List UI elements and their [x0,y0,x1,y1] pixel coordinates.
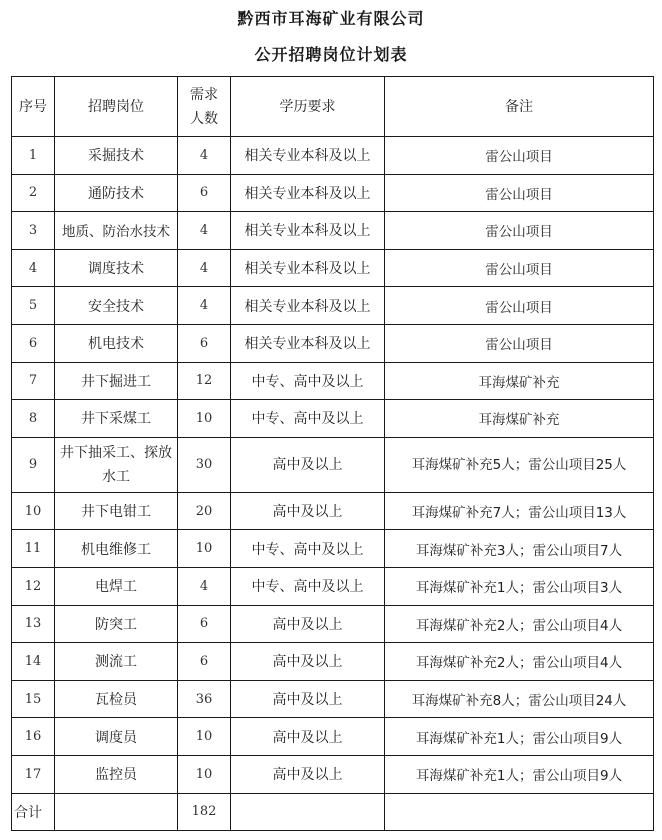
table-row [12,492,654,530]
cell-remarks: 耳海煤矿补充7人；雷公山项目13人 [385,492,654,530]
table-row [12,643,654,681]
cell-remarks: 雷公山项目 [385,324,654,362]
cell-remarks: 雷公山项目 [385,287,654,325]
cell-education: 中专、高中及以上 [231,362,385,400]
table-row [12,605,654,643]
cell-position: 机电技术 [55,324,178,362]
cell-count: 4 [178,137,231,175]
table-row [12,137,654,175]
cell-remarks: 耳海煤矿补充 [385,362,654,400]
total-count: 182 [178,793,231,831]
header-row [12,77,654,137]
cell-count: 30 [178,437,231,492]
cell-index: 5 [12,287,55,325]
header-remarks: 备注 [385,77,654,137]
cell-remarks: 耳海煤矿补充1人；雷公山项目9人 [385,755,654,793]
cell-position: 瓦检员 [55,680,178,718]
cell-remarks: 耳海煤矿补充 [385,400,654,438]
cell-position-line2: 水工 [102,468,130,485]
cell-position: 通防技术 [55,174,178,212]
cell-position: 监控员 [55,755,178,793]
cell-index: 8 [12,400,55,438]
header-count-line1: 需求 [190,86,218,103]
cell-remarks: 雷公山项目 [385,174,654,212]
cell-position: 采掘技术 [55,137,178,175]
table-row [12,755,654,793]
table-row [12,400,654,438]
total-row [12,793,654,831]
recruitment-plan-table [11,76,654,831]
cell-position: 井下采煤工 [55,400,178,438]
cell-count: 4 [178,249,231,287]
total-position [55,793,178,831]
cell-index: 4 [12,249,55,287]
cell-position: 机电维修工 [55,530,178,568]
cell-education: 高中及以上 [231,643,385,681]
cell-education: 相关专业本科及以上 [231,212,385,250]
cell-count: 6 [178,605,231,643]
table-row [12,287,654,325]
cell-count: 4 [178,567,231,605]
cell-position: 调度技术 [55,249,178,287]
cell-count: 6 [178,324,231,362]
table-row [12,324,654,362]
table-row [12,174,654,212]
cell-education: 高中及以上 [231,755,385,793]
company-title: 黔西市耳海矿业有限公司 [237,9,425,28]
cell-remarks: 耳海煤矿补充5人；雷公山项目25人 [385,437,654,492]
cell-education: 相关专业本科及以上 [231,137,385,175]
cell-index: 10 [12,492,55,530]
cell-education: 中专、高中及以上 [231,400,385,438]
cell-education: 相关专业本科及以上 [231,174,385,212]
table-row [12,530,654,568]
cell-position: 井下电钳工 [55,492,178,530]
cell-education: 高中及以上 [231,718,385,756]
cell-position [55,437,178,492]
cell-index: 14 [12,643,55,681]
cell-education: 相关专业本科及以上 [231,287,385,325]
total-remarks [385,793,654,831]
header-index: 序号 [12,77,55,137]
cell-education: 高中及以上 [231,437,385,492]
cell-remarks: 雷公山项目 [385,212,654,250]
table-title: 公开招聘岗位计划表 [254,45,408,64]
header-count [178,77,231,137]
table-row [12,212,654,250]
cell-education: 相关专业本科及以上 [231,249,385,287]
cell-index: 3 [12,212,55,250]
cell-education: 中专、高中及以上 [231,530,385,568]
table-row [12,718,654,756]
table-row [12,249,654,287]
total-education [231,793,385,831]
cell-remarks: 雷公山项目 [385,249,654,287]
header-education: 学历要求 [231,77,385,137]
cell-education: 高中及以上 [231,680,385,718]
cell-index: 1 [12,137,55,175]
cell-count: 10 [178,755,231,793]
cell-position: 井下掘进工 [55,362,178,400]
cell-remarks: 耳海煤矿补充2人；雷公山项目4人 [385,643,654,681]
table-row [12,567,654,605]
cell-index: 2 [12,174,55,212]
cell-remarks: 耳海煤矿补充2人；雷公山项目4人 [385,605,654,643]
cell-index: 15 [12,680,55,718]
cell-index: 17 [12,755,55,793]
cell-position-line1: 井下抽采工、探放 [60,444,172,461]
cell-count: 6 [178,643,231,681]
cell-index: 11 [12,530,55,568]
cell-index: 6 [12,324,55,362]
cell-education: 高中及以上 [231,605,385,643]
cell-count: 10 [178,400,231,438]
header-position: 招聘岗位 [55,77,178,137]
cell-position: 地质、防治水技术 [55,212,178,250]
cell-education: 高中及以上 [231,492,385,530]
cell-index: 7 [12,362,55,400]
cell-position: 安全技术 [55,287,178,325]
cell-count: 4 [178,212,231,250]
cell-position: 电焊工 [55,567,178,605]
cell-count: 36 [178,680,231,718]
cell-remarks: 耳海煤矿补充1人；雷公山项目3人 [385,567,654,605]
cell-index: 13 [12,605,55,643]
cell-index: 9 [12,437,55,492]
cell-remarks: 耳海煤矿补充3人；雷公山项目7人 [385,530,654,568]
cell-position: 防突工 [55,605,178,643]
cell-index: 16 [12,718,55,756]
cell-remarks: 耳海煤矿补充8人；雷公山项目24人 [385,680,654,718]
header-count-line2: 人数 [190,110,218,127]
cell-count: 6 [178,174,231,212]
cell-count: 20 [178,492,231,530]
cell-remarks: 耳海煤矿补充1人；雷公山项目9人 [385,718,654,756]
cell-index: 12 [12,567,55,605]
table-row [12,362,654,400]
cell-count: 10 [178,718,231,756]
table-row [12,437,654,492]
cell-count: 10 [178,530,231,568]
total-label: 合计 [12,793,55,831]
cell-position: 测流工 [55,643,178,681]
table-row [12,680,654,718]
cell-education: 相关专业本科及以上 [231,324,385,362]
cell-remarks: 雷公山项目 [385,137,654,175]
cell-count: 4 [178,287,231,325]
cell-education: 中专、高中及以上 [231,567,385,605]
cell-count: 12 [178,362,231,400]
cell-position: 调度员 [55,718,178,756]
